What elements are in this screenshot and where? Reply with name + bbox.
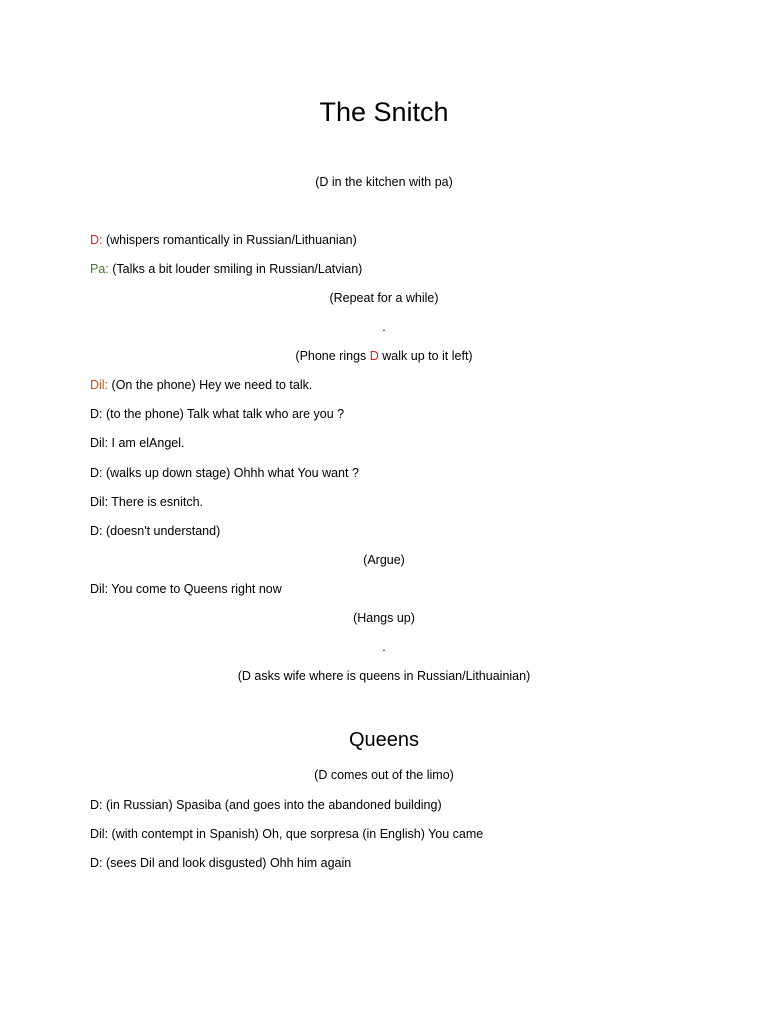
dialogue-line: D: (walks up down stage) Ohhh what You want ?	[90, 466, 359, 480]
dialogue-text: (On the phone) Hey we need to talk.	[108, 378, 313, 392]
scene-heading: Queens	[348, 729, 420, 751]
dialogue-line: Dil: I am elAngel.	[90, 436, 185, 450]
stage-direction: (Hangs up)	[353, 611, 415, 625]
dialogue-line: D: (in Russian) Spasiba (and goes into the abandoned building)	[90, 798, 442, 812]
document-title: The Snitch	[319, 97, 449, 127]
stage-direction	[0, 348, 768, 364]
separator-dot: .	[382, 640, 386, 654]
speaker-label: D:	[90, 233, 103, 247]
speaker-label: Pa:	[90, 262, 109, 276]
dialogue-line: Dil: There is esnitch.	[90, 495, 204, 509]
speaker-highlight: D	[369, 349, 379, 363]
dialogue-line: Dil: You come to Queens right now	[90, 582, 282, 596]
dialogue-line	[90, 232, 357, 248]
speaker-label: Dil:	[90, 378, 109, 392]
stage-direction: (Repeat for a while)	[329, 291, 439, 305]
stage-direction: (D comes out of the limo)	[314, 768, 454, 782]
separator-dot: .	[382, 320, 386, 334]
direction-text: (Phone rings	[295, 349, 370, 363]
stage-direction: (D asks wife where is queens in Russian/Lithuainian)	[237, 669, 531, 683]
stage-direction: (Argue)	[363, 553, 405, 567]
direction-text: walk up to it left)	[378, 349, 473, 363]
stage-direction: (D in the kitchen with pa)	[315, 175, 453, 189]
dialogue-line	[90, 261, 362, 277]
dialogue-line	[90, 377, 312, 393]
dialogue-line: Dil: (with contempt in Spanish) Oh, que sorpresa (in English) You came	[90, 827, 484, 841]
dialogue-text: (whispers romantically in Russian/Lithuanian)	[102, 233, 357, 247]
dialogue-line: D: (sees Dil and look disgusted) Ohh him again	[90, 856, 352, 870]
dialogue-text: (Talks a bit louder smiling in Russian/Latvian)	[108, 262, 363, 276]
dialogue-line: D: (to the phone) Talk what talk who are you ?	[90, 407, 345, 421]
dialogue-line: D: (doesn't understand)	[90, 524, 221, 538]
